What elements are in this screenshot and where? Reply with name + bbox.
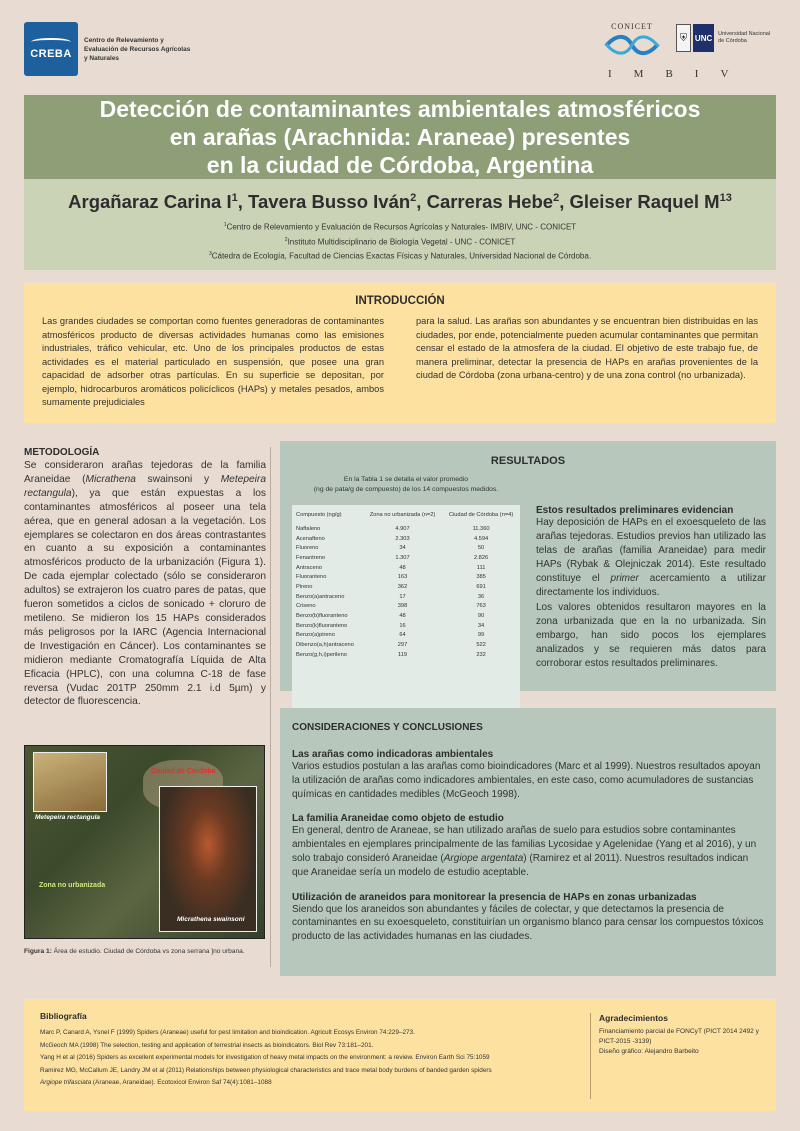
- compound-value: 16: [399, 622, 406, 629]
- compound-name: Benzo(b)fluoranteno: [296, 613, 348, 620]
- conicet-logo: [602, 22, 662, 56]
- results-paragraph-2: Los valores obtenidos resultaron mayores en la zona urbanizada que en la no urbanizada. Sin embargo, han sido pocos los ejemplares analizados y se requieren más datos para corroborar estos resultados preliminares.: [536, 601, 766, 669]
- conicet-label: CONICET: [611, 22, 653, 31]
- bibliography-item: McGeoch MA (1998) The selection, testing and application of terrestrial insects as bioindicators. Biol Rev 73:181–201.: [40, 1041, 374, 1049]
- acknowledgements-heading: Agradecimientos: [599, 1013, 668, 1023]
- conclusion-1-title: Las arañas como indicadoras ambientales: [292, 749, 494, 760]
- compound-value: 398: [397, 603, 408, 610]
- title-line-1: Detección de contaminantes ambientales atmosféricos: [99, 96, 701, 122]
- compound-value: 232: [476, 651, 486, 658]
- bibliography-item: Argiope trifasciata (Araneae, Araneidae). Ecotoxicol Environ Saf 74(4):1081–1088: [40, 1079, 272, 1086]
- unc-logo-text: UNC: [693, 24, 714, 52]
- results-paragraph-1: Hay deposición de HAPs en el exoesqueleto de las arañas tejedoras. Estudios previos han utilizado las telas de arañas (familia Araneidae) para medir HAPs (Rybak & Olejniczak 2014). Este resultado constituye el primer acercamiento a utilizar directamente los individuos.: [536, 517, 766, 599]
- compound-name: Benzo(k)fluoranteno: [296, 622, 348, 629]
- affiliation-1: $^1$Centro de Relevamiento y Evaluación de Recursos Agrícolas y Naturales- IMBIV, UNC - CONICET: [223, 222, 577, 232]
- creba-name: Centro de Relevamiento y Evaluación de Recursos Agrícolas y Naturales: [84, 36, 191, 62]
- table-row: [292, 592, 520, 602]
- results-table: [292, 505, 520, 713]
- introduction-column-1: Las grandes ciudades se comportan como fuentes generadoras de contaminantes atmosféricos producto de diversas actividades humanas como las emisiones industriales, tráfico vehicular, etc. Uno de los principales productos de estas actividades es el material particulado en suspensión, que posee una gran capacidad de adsorber otras partículas. En su superficie se depositan, por ejemplo, hidrocarburos aromáticos policíclicos (HAPs) y metales pesados, ambos sumamente prejudiciales: [42, 316, 384, 407]
- compound-value: 763: [476, 603, 486, 610]
- compound-value: 4.594: [473, 535, 489, 542]
- conclusion-1-text: Varios estudios postulan a las arañas como bioindicadores (Marc et al 1999). Nuestros resultados apoyan la utilización de arañas como indicadores ambientales, en este caso, como acumuladores de sustancias químicas en cantidades medibles (McGeoch 1998).: [292, 761, 761, 800]
- table-header: Compuesto (ng/g): [296, 512, 342, 518]
- compound-name: Antraceno: [296, 564, 322, 571]
- institution-logos: [602, 22, 772, 82]
- table-row: [292, 553, 520, 563]
- compound-value: 48: [399, 613, 406, 620]
- compound-name: Pireno: [296, 583, 313, 590]
- affiliation-3: $^3$Cátedra de Ecología, Facultad de Ciencias Exactas Físicas y Naturales, Universidad Nacional de Córdoba.: [208, 251, 592, 261]
- compound-value: 36: [477, 593, 485, 600]
- compound-value: 385: [476, 574, 486, 581]
- author-3: Carreras Hebe: [426, 191, 554, 212]
- compound-value: 119: [397, 651, 408, 658]
- table-header: Ciudad de Córdoba (n=4): [448, 512, 514, 518]
- table-header-row: [292, 505, 520, 524]
- results-subheading: Estos resultados preliminares evidencian: [536, 505, 734, 516]
- table-header: Zona no urbanizada (n=2): [369, 512, 436, 518]
- micrathena-label: Micrathena swainsoni: [177, 916, 245, 923]
- compound-value: 1.307: [395, 554, 410, 561]
- compound-name: Acenafteno: [296, 535, 325, 542]
- compound-name: Fenantreno: [296, 554, 326, 561]
- methods-heading: METODOLOGÍA: [24, 447, 100, 458]
- bibliography-item: Ramirez MG, McCallum JE, Landry JM et al (2011) Relationships between physiological characteristics and trace metal body burdens of banded garden spiders: [40, 1066, 492, 1074]
- compound-value: 691: [476, 583, 486, 590]
- compound-value: 111: [476, 564, 486, 571]
- table-row: [292, 602, 520, 612]
- unc-name: Universidad Nacional de Córdoba: [718, 31, 771, 44]
- table-row: [292, 572, 520, 582]
- conclusion-2-text: En general, dentro de Araneae, se han utilizado arañas de suelo para estudios sobre contaminantes ambientales en ejemplares principalmente de las familias Lycosidae y Agelenidae (Yang et al 2016), y un solo trabajo consideró Araneidae (Argiope argentata) (Ramirez et al 2011). Nuestros resultados indican que Araneidae sería un modelo de estudio aceptable.: [292, 825, 757, 878]
- table-row: [292, 563, 520, 573]
- micrathena-photo: [159, 786, 257, 932]
- author-2: Tavera Busso Iván: [248, 191, 411, 212]
- imbiv-logo: IMBIV: [608, 68, 751, 80]
- table-row: [292, 640, 520, 650]
- bibliography-item: Yang H et al (2016) Spiders as excellent experimental models for investigation of heavy metal impacts on the environment: a review. Environ Earth Sci 75:1059: [40, 1054, 490, 1061]
- conicet-wave-icon: [604, 34, 660, 56]
- compound-value: 2.303: [395, 535, 410, 542]
- author-1: Argañaraz Carina I: [68, 191, 232, 212]
- bibliography: [40, 1011, 580, 1090]
- compound-value: 4.907: [395, 525, 410, 532]
- figure-caption: Figura 1: Área de estudio. Ciudad de Córdoba vs zona serrana ]no urbana.: [24, 948, 245, 955]
- table-row: [292, 524, 520, 534]
- conclusions-section: [280, 708, 776, 976]
- title-line-3: en la ciudad de Córdoba, Argentina: [206, 152, 594, 178]
- compound-name: Fluoreno: [296, 545, 319, 552]
- introduction-heading: INTRODUCCIÓN: [355, 295, 445, 307]
- creba-logo: [24, 22, 194, 76]
- table-row: [292, 621, 520, 631]
- creba-logo-text: CREBA: [30, 48, 72, 60]
- poster-title: [100, 95, 701, 179]
- study-area-map: [24, 745, 265, 939]
- compound-name: Criseno: [296, 603, 316, 610]
- unc-shield-icon: ⛨: [676, 24, 691, 52]
- affiliations: [24, 219, 776, 263]
- bibliography-divider: [590, 1013, 591, 1099]
- bibliography-item: Marc P, Canard A, Ysnel F (1999) Spiders (Araneae) useful for pest limitation and bioindication. Agricult Ecosys Environ 74:229–273.: [40, 1029, 415, 1036]
- compound-name: Fluoranteno: [296, 574, 327, 581]
- title-line-2: en arañas (Arachnida: Araneae) presentes: [169, 124, 631, 150]
- compound-name: Dibenzo(a,h)antraceno: [296, 642, 354, 649]
- acknowledgement-item: Financiamiento parcial de FONCyT (PICT 2014 2492 y PICT-2015 -3139): [599, 1028, 759, 1045]
- methods-text: Se consideraron arañas tejedoras de la familia Araneidae (Micrathena swainsoni y Metepeira rectangula), ya que están expuestas a los contaminantes atmosféricos al poseer una tela aérea, que en general adosan a la vegetación. Los ejemplares se colectaron en dos áreas contrastantes en cuanto a su exposición a contaminantes atmosféricos producto de la urbanización (Figura 1). De cada ejemplar colectado (sólo se consideraron adultos) se extrajeron los cuatro pares de patas, que fueron sometidos a ciclos de sonicado + cloruro de metileno. Se midieron los 15 HAPs considerados más peligrosos por la IARC (Agencia Internacional de Investigación en Cáncer). Los contaminantes se midieron mediante Cromatografía Líquida de Alta Eficacia (HPLC), con una columna C-18 de fase reversa (Vudac 201TP 250mm 2.1 i.d 5µm) y detector de fluorescencia.: [24, 460, 266, 708]
- table-row: [292, 582, 520, 592]
- city-label: Ciudad de Córdoba: [151, 768, 216, 775]
- compound-value: 2.826: [473, 554, 489, 561]
- bibliography-section: [24, 999, 776, 1111]
- conclusion-3-title: Utilización de araneidos para monitorear la presencia de HAPs en zonas urbanizadas: [292, 891, 697, 903]
- conclusion-2-title: La familia Araneidae como objeto de estudio: [292, 813, 504, 825]
- compound-value: 50: [477, 545, 485, 552]
- compound-value: 90: [477, 613, 485, 620]
- column-divider: [270, 447, 271, 967]
- table-row: [292, 534, 520, 544]
- compound-value: 48: [399, 564, 406, 571]
- table-row: [292, 631, 520, 641]
- creba-logo-mark: [24, 22, 78, 76]
- acknowledgements: [599, 1013, 769, 1057]
- compound-value: 64: [399, 632, 406, 639]
- compound-value: 34: [477, 622, 485, 629]
- introduction-column-2: para la salud. Las arañas son abundantes y se encuentran bien distribuidas en las ciudades, por ende, potencialmente pueden acumular contaminantes que permitan censar el estado de la atmosfera de la ciudad. El objetivo de este trabajo fue, de manera preliminar, detectar la presencia de HAPs en arañas provenientes de la ciudad de Córdoba (zona urbana-centro) y de una zona control (no urbanizada).: [416, 316, 758, 380]
- authors-banner: [24, 179, 776, 270]
- affiliation-2: $^2$Instituto Multidisciplinario de Biología Vegetal - UNC - CONICET: [284, 236, 516, 247]
- author-4: Gleiser Raquel M: [569, 191, 720, 212]
- compound-name: Benzo(a)pireno: [296, 632, 335, 639]
- table-intro: En la Tabla 1 se detalla el valor promedio (ng de pata/g de compuesto) de los 14 compuestos medidos.: [313, 476, 499, 493]
- methods-section: [24, 447, 266, 709]
- table-row: [292, 543, 520, 553]
- compound-value: 99: [477, 632, 485, 639]
- bibliography-heading: Bibliografía: [40, 1011, 87, 1021]
- results-discussion: [536, 505, 766, 671]
- compound-value: 522: [476, 642, 486, 649]
- compound-value: 362: [397, 583, 408, 590]
- compound-name: Benzo(g,h,i)perileno: [296, 651, 347, 658]
- compound-value: 34: [399, 545, 406, 552]
- metepeira-label: Metepeira rectangula: [35, 814, 101, 821]
- table-row: [292, 611, 520, 621]
- results-heading: RESULTADOS: [490, 455, 566, 467]
- zone-label: Zona no urbanizada: [39, 882, 106, 889]
- author-list: Argañaraz Carina $I^1$, Tavera Busso Iván$^2$, Carreras Hebe$^2$, Gleiser Raquel $M^{13}$: [68, 191, 732, 212]
- introduction-section: [24, 283, 776, 423]
- metepeira-photo: [33, 752, 107, 812]
- compound-value: 297: [397, 642, 408, 649]
- unc-logo: [676, 24, 772, 52]
- compound-name: Naftaleno: [296, 525, 321, 532]
- results-section: [280, 441, 776, 691]
- compound-value: 11.360: [472, 525, 490, 532]
- conclusions-heading: CONSIDERACIONES Y CONCLUSIONES: [292, 722, 483, 733]
- conclusion-3-text: Siendo que los araneidos son abundantes y fáciles de colectar, y que detectamos la presencia de contaminantes en su exoesqueleto, constituirían un organismo blanco para censar los compuestos tóxicos producto de las actividades humanas en las ciudades.: [292, 903, 764, 943]
- acknowledgement-item: Diseño gráfico: Alejandro Barbeito: [599, 1048, 699, 1055]
- compound-name: Benzo(a)antraceno: [296, 593, 345, 600]
- table-row: [292, 650, 520, 660]
- compound-value: 17: [399, 593, 406, 600]
- poster-title-banner: [24, 95, 776, 179]
- compound-value: 163: [397, 574, 408, 581]
